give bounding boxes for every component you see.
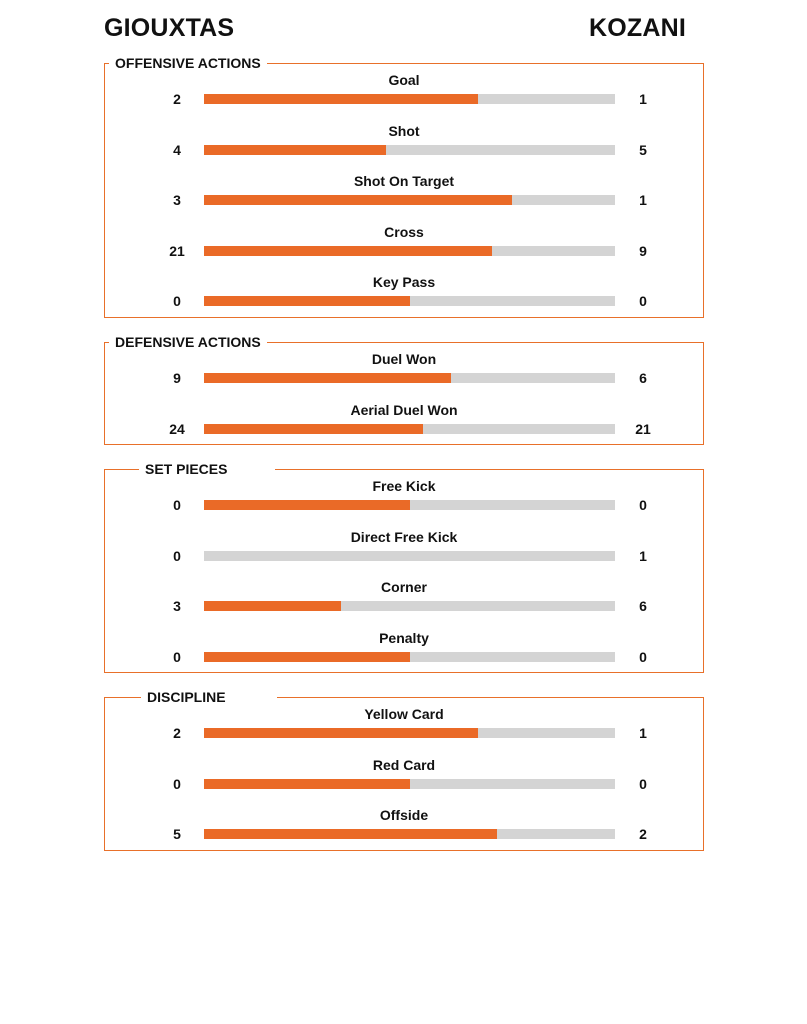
- stat-bar-track: [204, 551, 615, 561]
- section-discipline: [104, 689, 704, 851]
- stat-bar-track: [204, 373, 615, 383]
- away-value: 0: [639, 775, 647, 792]
- away-value: 6: [639, 370, 647, 386]
- away-value: 1: [639, 725, 647, 741]
- stat-label: Shot On Target: [353, 173, 455, 190]
- stat-bar-track: [204, 601, 615, 611]
- home-share-bar: [204, 246, 492, 256]
- home-team-name: GIOUXTAS: [104, 14, 235, 42]
- section-title: SET PIECES: [139, 461, 275, 477]
- stat-label: Duel Won: [371, 351, 437, 367]
- away-value: 0: [639, 293, 647, 310]
- away-value: 1: [639, 91, 647, 107]
- stat-label: Penalty: [379, 629, 429, 646]
- stat-row-red-card: [105, 757, 703, 797]
- home-value: 4: [173, 141, 181, 158]
- stat-row-direct-free-kick: [105, 529, 703, 569]
- stat-label: Corner: [381, 579, 427, 596]
- away-value: 1: [639, 192, 647, 209]
- section-offensive-actions: [104, 55, 704, 318]
- stat-label: Red Card: [372, 756, 436, 773]
- home-share-bar: [204, 652, 410, 662]
- stat-label: Goal: [388, 72, 420, 88]
- home-share-bar: [204, 195, 512, 205]
- home-value: 9: [173, 370, 181, 386]
- home-value: 0: [173, 775, 181, 792]
- away-team-name: KOZANI: [588, 14, 686, 42]
- home-share-bar: [204, 779, 410, 789]
- stat-row-yellow-card: [105, 706, 703, 746]
- away-value: 9: [639, 242, 647, 259]
- home-value: 0: [173, 547, 181, 564]
- away-value: 6: [639, 598, 647, 615]
- home-share-bar: [204, 601, 341, 611]
- stat-bar-track: [204, 424, 615, 434]
- stat-row-duel-won: [105, 351, 703, 391]
- stat-bar-track: [204, 500, 615, 510]
- home-share-bar: [204, 424, 423, 434]
- away-value: 2: [639, 826, 647, 843]
- stat-label: Free Kick: [372, 478, 436, 494]
- stat-row-corner: [105, 579, 703, 619]
- home-share-bar: [204, 829, 497, 839]
- home-value: 0: [173, 497, 181, 513]
- stat-bar-track: [204, 728, 615, 738]
- stat-bar-track: [204, 296, 615, 306]
- stat-row-aerial-duel-won: [105, 402, 703, 442]
- home-share-bar: [204, 373, 451, 383]
- away-value: 21: [635, 420, 651, 437]
- stat-row-penalty: [105, 630, 703, 670]
- home-value: 21: [169, 242, 185, 259]
- home-value: 2: [173, 91, 181, 107]
- stat-label: Shot: [388, 122, 420, 139]
- stat-bar-track: [204, 652, 615, 662]
- away-value: 5: [639, 141, 647, 158]
- home-value: 0: [173, 648, 181, 665]
- stat-bar-track: [204, 145, 615, 155]
- section-set-pieces: [104, 461, 704, 673]
- home-share-bar: [204, 500, 410, 510]
- home-value: 24: [169, 420, 185, 437]
- stat-label: Yellow Card: [364, 706, 444, 722]
- stat-row-offside: [105, 807, 703, 847]
- away-value: 0: [639, 497, 647, 513]
- section-title: OFFENSIVE ACTIONS: [109, 55, 267, 71]
- stat-bar-track: [204, 195, 615, 205]
- stat-bar-track: [204, 246, 615, 256]
- stat-label: Direct Free Kick: [350, 528, 458, 545]
- stat-label: Key Pass: [372, 274, 436, 291]
- stat-label: Aerial Duel Won: [350, 401, 458, 418]
- stat-row-key-pass: [105, 274, 703, 314]
- stat-bar-track: [204, 94, 615, 104]
- stat-row-cross: [105, 224, 703, 264]
- section-title: DEFENSIVE ACTIONS: [109, 334, 267, 350]
- home-value: 3: [173, 192, 181, 209]
- stat-row-shot: [105, 123, 703, 163]
- stat-bar-track: [204, 829, 615, 839]
- stat-bar-track: [204, 779, 615, 789]
- away-value: 0: [639, 648, 647, 665]
- home-share-bar: [204, 296, 410, 306]
- stat-label: Offside: [379, 807, 429, 824]
- section-defensive-actions: [104, 334, 704, 445]
- home-share-bar: [204, 728, 478, 738]
- home-value: 0: [173, 293, 181, 310]
- stat-label: Cross: [384, 223, 424, 240]
- away-value: 1: [639, 547, 647, 564]
- home-value: 2: [173, 725, 181, 741]
- home-share-bar: [204, 145, 386, 155]
- home-value: 5: [173, 826, 181, 843]
- home-value: 3: [173, 598, 181, 615]
- home-share-bar: [204, 94, 478, 104]
- stat-row-goal: [105, 72, 703, 112]
- section-title: DISCIPLINE: [141, 689, 277, 705]
- stat-row-shot-on-target: [105, 173, 703, 213]
- stat-row-free-kick: [105, 478, 703, 518]
